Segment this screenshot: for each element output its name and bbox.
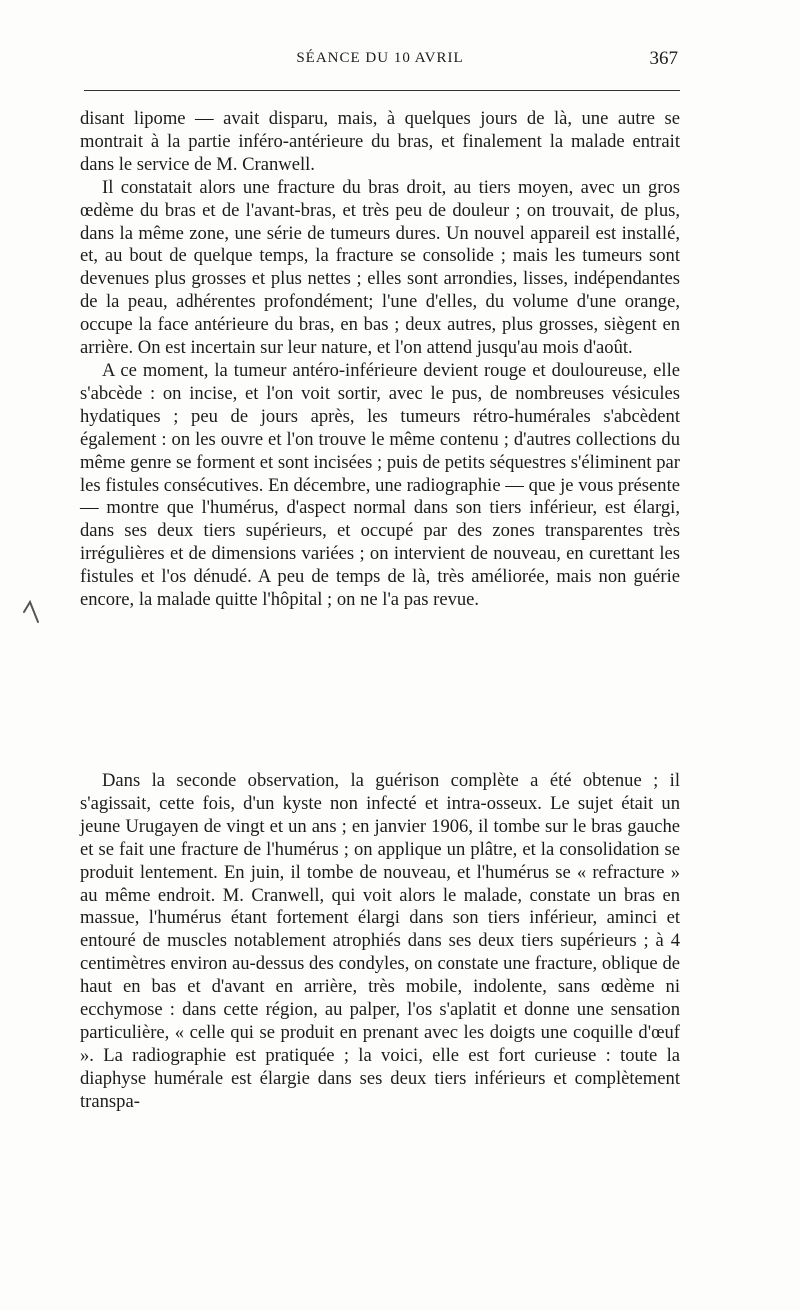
page-header [80,50,680,74]
text-block-continued [80,108,680,612]
paragraph: Dans la seconde observation, la guérison complète a été obtenue ; il s'agissait, cette fois, d'un kyste non infecté et intra-osseux. Le sujet était un jeune Urugayen de vingt et un ans ; en janvier 1906, il tombe sur le bras gauche et se fait une fracture de l'humérus ; on applique un plâtre, et la consolidation se produit lentement. En juin, il tombe de nouveau, et l'humérus se « refracture » au même endroit. M. Cranwell, qui voit alors le malade, constate un bras en massue, l'humérus étant fortement élargi dans son tiers inférieur, aminci et entouré de muscles notablement atrophiés dans ses deux tiers supérieurs ; à 4 centimètres environ au-dessus des condyles, on constate une fracture, oblique de haut en bas et d'avant en arrière, très mobile, indolente, sans œdème ni ecchymose : dans cette région, au palper, l'os s'aplatit et donne une sensation particulière, « celle qui se produit en prenant avec les doigts une coquille d'œuf ». La radiographie est pratiquée ; la voici, elle est fort curieuse : toute la diaphyse humérale est élargie dans ses deux tiers inférieurs et complètement transpa- [80,770,680,1112]
margin-pencil-mark-icon [22,598,40,624]
page-number: 367 [649,48,678,69]
text-block-second-observation [80,770,680,1114]
paragraph: Il constatait alors une fracture du bras droit, au tiers moyen, avec un gros œdème du bras et de l'avant-bras, et très peu de douleur ; on trouvait, de plus, dans la même zone, une série de tumeurs dures. Un nouvel appareil est installé, et, au bout de quelque temps, la fracture se consolide ; mais les tumeurs sont devenues plus grosses et plus nettes ; elles sont arrondies, lisses, indépendantes de la peau, adhérentes profondément; l'une d'elles, du volume d'une orange, occupe la face antérieure du bras, en bas ; deux autres, plus grosses, siègent en arrière. On est incertain sur leur nature, et l'on attend jusqu'au mois d'août. [80,176,680,359]
running-title: SÉANCE DU 10 AVRIL [296,50,464,66]
paragraph: A ce moment, la tumeur antéro-inférieure devient rouge et douloureuse, elle s'abcède : on incise, et l'on voit sortir, avec le pus, de nombreuses vésicules hydatiques ; peu de jours après, les tumeurs rétro-humérales s'abcèdent également : on les ouvre et l'on trouve le même contenu ; d'autres collections du même genre se forment et sont incisées ; puis de petits séquestres s'éliminent par les fistules consécutives. En décembre, une radiographie — que je vous présente — montre que l'humérus, d'aspect normal dans son tiers inférieur, est élargi, dans ses deux tiers supérieurs, et occupé par des zones transparentes très irrégulières et de dimensions variées ; on intervient de nouveau, en curettant les fistules et l'os dénudé. A peu de temps de là, très améliorée, mais non guérie encore, la malade quitte l'hôpital ; on ne l'a pas revue. [80,359,680,611]
paragraph-continuation: disant lipome — avait disparu, mais, à quelques jours de là, une autre se montrait à la partie inféro-antérieure du bras, et finalement la malade entrait dans le service de M. Cranwell. [80,108,680,175]
header-rule [84,90,680,91]
